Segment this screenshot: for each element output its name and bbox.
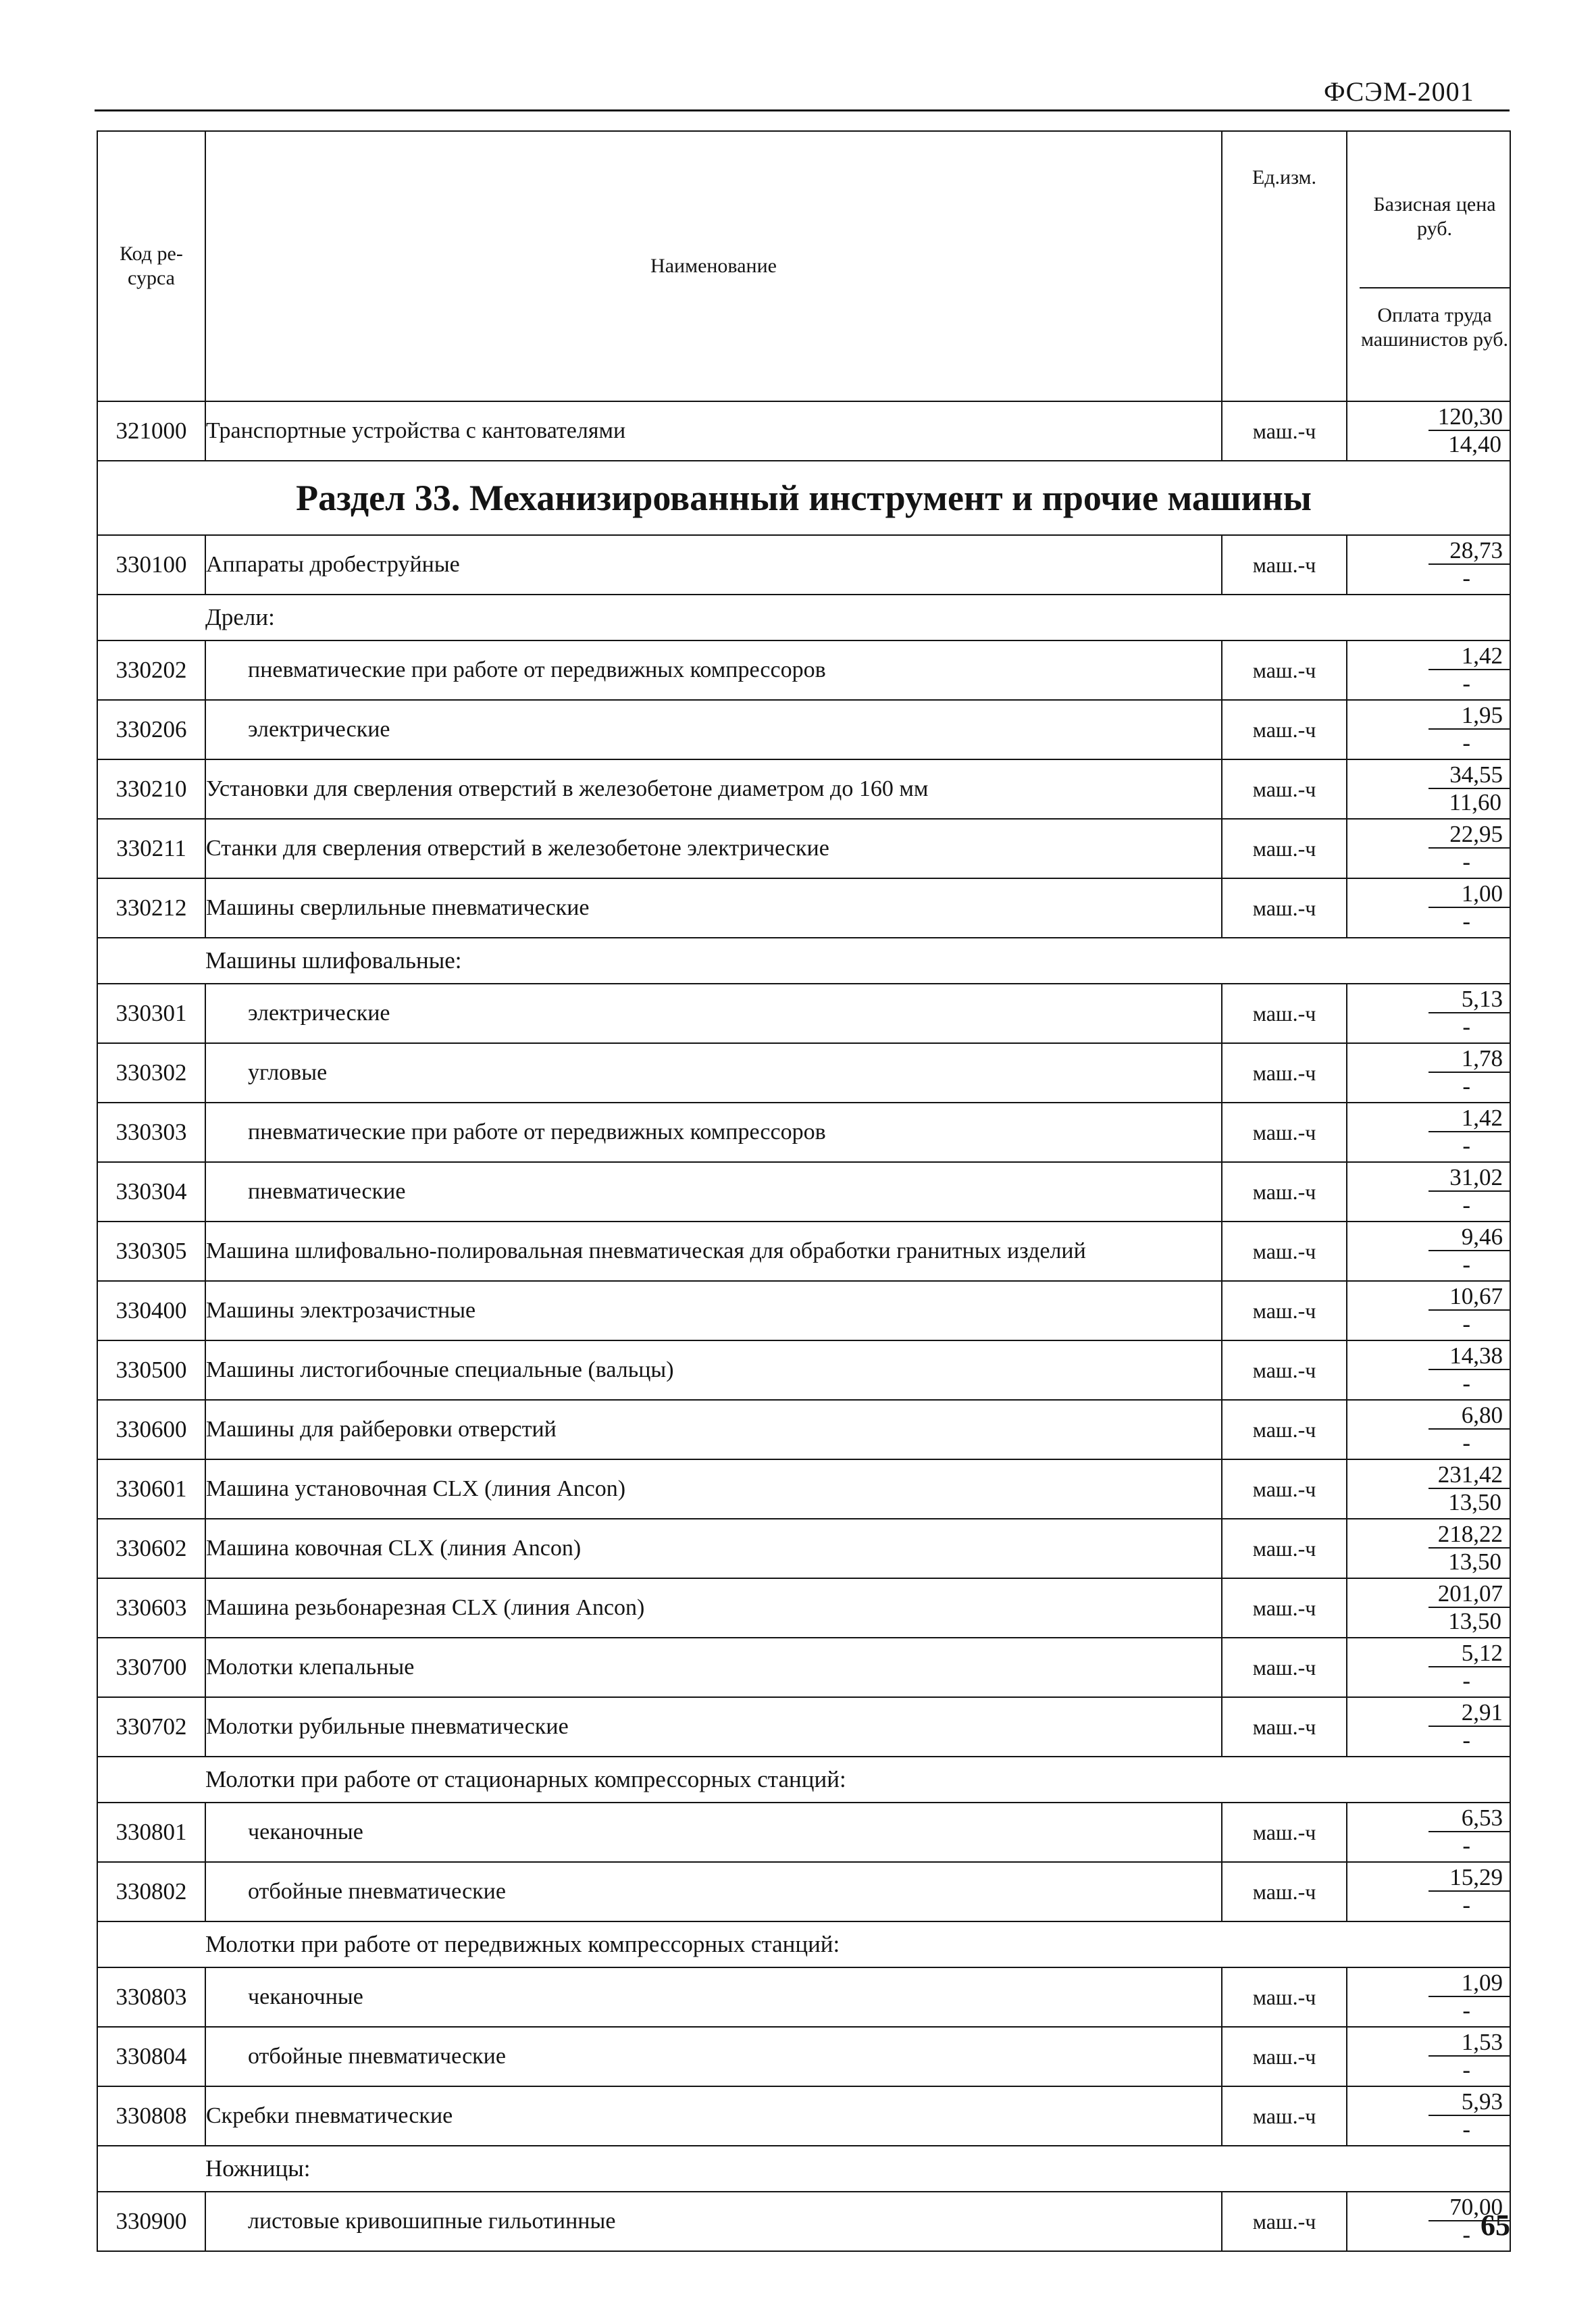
labor-cost: - — [1462, 1727, 1470, 1753]
table-row — [97, 1803, 1510, 1862]
price-cell — [1347, 2027, 1510, 2086]
table-row — [97, 1638, 1510, 1697]
labor-cost: - — [1462, 670, 1470, 697]
group-row — [97, 938, 1510, 984]
resource-code: 330500 — [97, 1340, 205, 1400]
resource-code: 330700 — [97, 1638, 205, 1697]
table-row — [97, 1162, 1510, 1222]
group-code-spacer — [97, 938, 205, 984]
base-price: 218,22 — [1428, 1521, 1510, 1549]
group-row — [97, 1757, 1510, 1803]
group-label: Дрели: — [205, 595, 1510, 640]
table-row — [97, 1281, 1510, 1340]
resource-unit: маш.-ч — [1222, 1043, 1347, 1103]
section-row — [97, 461, 1510, 535]
table-row — [97, 700, 1510, 759]
base-price: 5,12 — [1428, 1640, 1510, 1667]
base-price: 1,53 — [1428, 2030, 1510, 2057]
labor-cost: - — [1462, 1430, 1470, 1456]
labor-cost: - — [1462, 2221, 1470, 2248]
resource-name: Аппараты дробеструйные — [205, 535, 1222, 595]
table-row — [97, 1459, 1510, 1519]
resource-unit: маш.-ч — [1222, 1162, 1347, 1222]
price-cell — [1347, 401, 1510, 461]
base-price: 201,07 — [1428, 1581, 1510, 1608]
price-cell — [1347, 1519, 1510, 1578]
resource-name: листовые кривошипные гильотинные — [205, 2192, 1222, 2251]
resource-unit: маш.-ч — [1222, 759, 1347, 819]
resource-name: электрические — [205, 984, 1222, 1043]
resource-name: Машина ковочная CLX (линия Ancon) — [205, 1519, 1222, 1578]
header-name: Наименование — [205, 131, 1222, 401]
resource-unit: маш.-ч — [1222, 1638, 1347, 1697]
price-cell — [1347, 1697, 1510, 1757]
labor-cost: - — [1462, 2116, 1470, 2142]
price-cell — [1347, 1459, 1510, 1519]
table-row — [97, 2192, 1510, 2251]
labor-cost: 13,50 — [1448, 1608, 1501, 1634]
group-code-spacer — [97, 595, 205, 640]
resource-name: Машина установочная CLX (линия Ancon) — [205, 1459, 1222, 1519]
resource-unit: маш.-ч — [1222, 640, 1347, 700]
base-price: 2,91 — [1428, 1700, 1510, 1727]
document-code: ФСЭМ-2001 — [1324, 76, 1474, 107]
base-price: 1,95 — [1428, 703, 1510, 730]
resource-name: Молотки рубильные пневматические — [205, 1697, 1222, 1757]
price-cell — [1347, 535, 1510, 595]
base-price: 5,93 — [1428, 2089, 1510, 2116]
resource-table — [97, 130, 1511, 2252]
base-price: 22,95 — [1428, 822, 1510, 849]
header-code: Код ре-сурса — [97, 131, 205, 401]
labor-cost: - — [1462, 1997, 1470, 2023]
table-header-row — [97, 131, 1510, 401]
resource-name: Транспортные устройства с кантователями — [205, 401, 1222, 461]
table-row — [97, 1400, 1510, 1459]
labor-cost: 11,60 — [1449, 789, 1501, 815]
labor-cost: 14,40 — [1448, 431, 1501, 457]
resource-unit: маш.-ч — [1222, 1459, 1347, 1519]
resource-name: пневматические при работе от передвижных компрессоров — [205, 640, 1222, 700]
base-price: 10,67 — [1428, 1284, 1510, 1311]
table-body-top — [97, 401, 1510, 461]
table-row — [97, 1222, 1510, 1281]
group-code-spacer — [97, 1921, 205, 1967]
price-cell — [1347, 1578, 1510, 1638]
resource-code: 330202 — [97, 640, 205, 700]
labor-cost: 13,50 — [1448, 1489, 1501, 1515]
table-row — [97, 819, 1510, 878]
resource-unit: маш.-ч — [1222, 878, 1347, 938]
resource-code: 330211 — [97, 819, 205, 878]
price-cell — [1347, 640, 1510, 700]
resource-unit: маш.-ч — [1222, 1967, 1347, 2027]
resource-unit: маш.-ч — [1222, 1340, 1347, 1400]
base-price: 1,00 — [1428, 881, 1510, 908]
base-price: 31,02 — [1428, 1165, 1510, 1192]
labor-cost: - — [1462, 1832, 1470, 1859]
resource-name: Установки для сверления отверстий в железобетоне диаметром до 160 мм — [205, 759, 1222, 819]
base-price: 1,78 — [1428, 1046, 1510, 1073]
resource-code: 330305 — [97, 1222, 205, 1281]
price-cell — [1347, 1803, 1510, 1862]
resource-name: Скребки пневматические — [205, 2086, 1222, 2146]
labor-cost: - — [1462, 1192, 1470, 1218]
price-cell — [1347, 2086, 1510, 2146]
base-price: 9,46 — [1428, 1224, 1510, 1251]
resource-code: 330100 — [97, 535, 205, 595]
resource-code: 330303 — [97, 1103, 205, 1162]
resource-unit: маш.-ч — [1222, 2192, 1347, 2251]
table-row — [97, 1340, 1510, 1400]
labor-cost: - — [1462, 1311, 1470, 1337]
resource-unit: маш.-ч — [1222, 1578, 1347, 1638]
resource-code: 330600 — [97, 1400, 205, 1459]
resource-code: 330803 — [97, 1967, 205, 2027]
resource-code: 330302 — [97, 1043, 205, 1103]
resource-unit: маш.-ч — [1222, 1281, 1347, 1340]
table-row — [97, 1697, 1510, 1757]
resource-unit: маш.-ч — [1222, 1400, 1347, 1459]
labor-cost: - — [1462, 1370, 1470, 1397]
resource-name: электрические — [205, 700, 1222, 759]
header-price — [1347, 131, 1510, 401]
base-price: 14,38 — [1428, 1343, 1510, 1370]
resource-unit: маш.-ч — [1222, 984, 1347, 1043]
price-cell — [1347, 1043, 1510, 1103]
resource-name: отбойные пневматические — [205, 1862, 1222, 1921]
resource-code: 330702 — [97, 1697, 205, 1757]
resource-unit: маш.-ч — [1222, 1222, 1347, 1281]
price-cell — [1347, 1400, 1510, 1459]
price-cell — [1347, 878, 1510, 938]
section-block — [97, 461, 1510, 535]
resource-unit: маш.-ч — [1222, 535, 1347, 595]
table-row — [97, 984, 1510, 1043]
resource-code: 330900 — [97, 2192, 205, 2251]
resource-unit: маш.-ч — [1222, 2086, 1347, 2146]
resource-code: 330602 — [97, 1519, 205, 1578]
table-row — [97, 1103, 1510, 1162]
resource-unit: маш.-ч — [1222, 1803, 1347, 1862]
resource-code: 330206 — [97, 700, 205, 759]
table-body-main — [97, 535, 1510, 2251]
price-cell — [1347, 1222, 1510, 1281]
resource-name: Станки для сверления отверстий в железобетоне электрические — [205, 819, 1222, 878]
table-row — [97, 401, 1510, 461]
price-cell — [1347, 1967, 1510, 2027]
group-label: Ножницы: — [205, 2146, 1510, 2192]
resource-name: чеканочные — [205, 1967, 1222, 2027]
base-price: 15,29 — [1428, 1865, 1510, 1892]
labor-cost: - — [1462, 1073, 1470, 1099]
group-code-spacer — [97, 2146, 205, 2192]
table-row — [97, 759, 1510, 819]
header-rule — [95, 109, 1510, 111]
labor-cost: - — [1462, 849, 1470, 875]
resource-name: чеканочные — [205, 1803, 1222, 1862]
resource-code: 330804 — [97, 2027, 205, 2086]
labor-cost: 13,50 — [1448, 1549, 1501, 1575]
price-cell — [1347, 1340, 1510, 1400]
resource-code: 330210 — [97, 759, 205, 819]
resource-unit: маш.-ч — [1222, 1103, 1347, 1162]
labor-cost: - — [1462, 1013, 1470, 1040]
resource-name: Машины электрозачистные — [205, 1281, 1222, 1340]
base-price: 231,42 — [1428, 1462, 1510, 1489]
resource-name: Молотки клепальные — [205, 1638, 1222, 1697]
table-row — [97, 1862, 1510, 1921]
resource-code: 330802 — [97, 1862, 205, 1921]
base-price: 70,00 — [1428, 2194, 1510, 2221]
resource-unit: маш.-ч — [1222, 700, 1347, 759]
labor-cost: - — [1462, 1251, 1470, 1278]
price-cell — [1347, 759, 1510, 819]
group-code-spacer — [97, 1757, 205, 1803]
table-row — [97, 1967, 1510, 2027]
table-row — [97, 878, 1510, 938]
resource-name: отбойные пневматические — [205, 2027, 1222, 2086]
price-cell — [1347, 1862, 1510, 1921]
labor-cost: - — [1462, 2057, 1470, 2083]
table-row — [97, 1519, 1510, 1578]
labor-cost: - — [1462, 1892, 1470, 1918]
resource-name: Машины сверлильные пневматические — [205, 878, 1222, 938]
group-label: Молотки при работе от передвижных компрессорных станций: — [205, 1921, 1510, 1967]
table-row — [97, 2086, 1510, 2146]
resource-name: Машины листогибочные специальные (вальцы) — [205, 1340, 1222, 1400]
labor-cost: - — [1462, 1132, 1470, 1159]
base-price: 1,09 — [1428, 1970, 1510, 1997]
group-label: Машины шлифовальные: — [205, 938, 1510, 984]
base-price: 6,53 — [1428, 1805, 1510, 1832]
resource-name: Машина шлифовально-полировальная пневматическая для обработки гранитных изделий — [205, 1222, 1222, 1281]
resource-unit: маш.-ч — [1222, 819, 1347, 878]
resource-name: пневматические при работе от передвижных компрессоров — [205, 1103, 1222, 1162]
base-price: 28,73 — [1428, 538, 1510, 565]
labor-cost: - — [1462, 565, 1470, 591]
price-cell — [1347, 984, 1510, 1043]
group-row — [97, 595, 1510, 640]
resource-code: 330301 — [97, 984, 205, 1043]
table-row — [97, 640, 1510, 700]
table-row — [97, 535, 1510, 595]
section-title: Раздел 33. Механизированный инструмент и прочие машины — [97, 461, 1510, 535]
labor-cost: - — [1462, 1667, 1470, 1694]
header-unit: Ед.изм. — [1222, 131, 1347, 401]
price-cell — [1347, 1281, 1510, 1340]
resource-unit: маш.-ч — [1222, 401, 1347, 461]
resource-unit: маш.-ч — [1222, 1697, 1347, 1757]
labor-cost: - — [1462, 908, 1470, 934]
table-row — [97, 1578, 1510, 1638]
page-number: 65 — [1481, 2209, 1510, 2242]
resource-unit: маш.-ч — [1222, 1862, 1347, 1921]
resource-unit: маш.-ч — [1222, 2027, 1347, 2086]
base-price: 120,30 — [1428, 404, 1510, 431]
header-base-price: Базисная цена руб. — [1360, 180, 1510, 288]
base-price: 1,42 — [1428, 643, 1510, 670]
resource-code: 321000 — [97, 401, 205, 461]
resource-name: пневматические — [205, 1162, 1222, 1222]
base-price: 1,42 — [1428, 1105, 1510, 1132]
resource-code: 330400 — [97, 1281, 205, 1340]
resource-name: Машины для райберовки отверстий — [205, 1400, 1222, 1459]
resource-unit: маш.-ч — [1222, 1519, 1347, 1578]
labor-cost: - — [1462, 730, 1470, 756]
price-cell — [1347, 1638, 1510, 1697]
resource-name: Машина резьбонарезная CLX (линия Ancon) — [205, 1578, 1222, 1638]
price-cell — [1347, 819, 1510, 878]
header-labor-cost: Оплата труда машинистов руб. — [1360, 304, 1509, 351]
table-row — [97, 2027, 1510, 2086]
resource-code: 330603 — [97, 1578, 205, 1638]
group-label: Молотки при работе от стационарных компрессорных станций: — [205, 1757, 1510, 1803]
base-price: 34,55 — [1428, 762, 1510, 789]
base-price: 6,80 — [1428, 1403, 1510, 1430]
resource-code: 330304 — [97, 1162, 205, 1222]
resource-code: 330601 — [97, 1459, 205, 1519]
resource-code: 330212 — [97, 878, 205, 938]
table-row — [97, 1043, 1510, 1103]
price-cell — [1347, 700, 1510, 759]
price-cell — [1347, 1103, 1510, 1162]
resource-code: 330808 — [97, 2086, 205, 2146]
resource-name: угловые — [205, 1043, 1222, 1103]
base-price: 5,13 — [1428, 986, 1510, 1013]
resource-code: 330801 — [97, 1803, 205, 1862]
price-cell — [1347, 1162, 1510, 1222]
group-row — [97, 2146, 1510, 2192]
group-row — [97, 1921, 1510, 1967]
